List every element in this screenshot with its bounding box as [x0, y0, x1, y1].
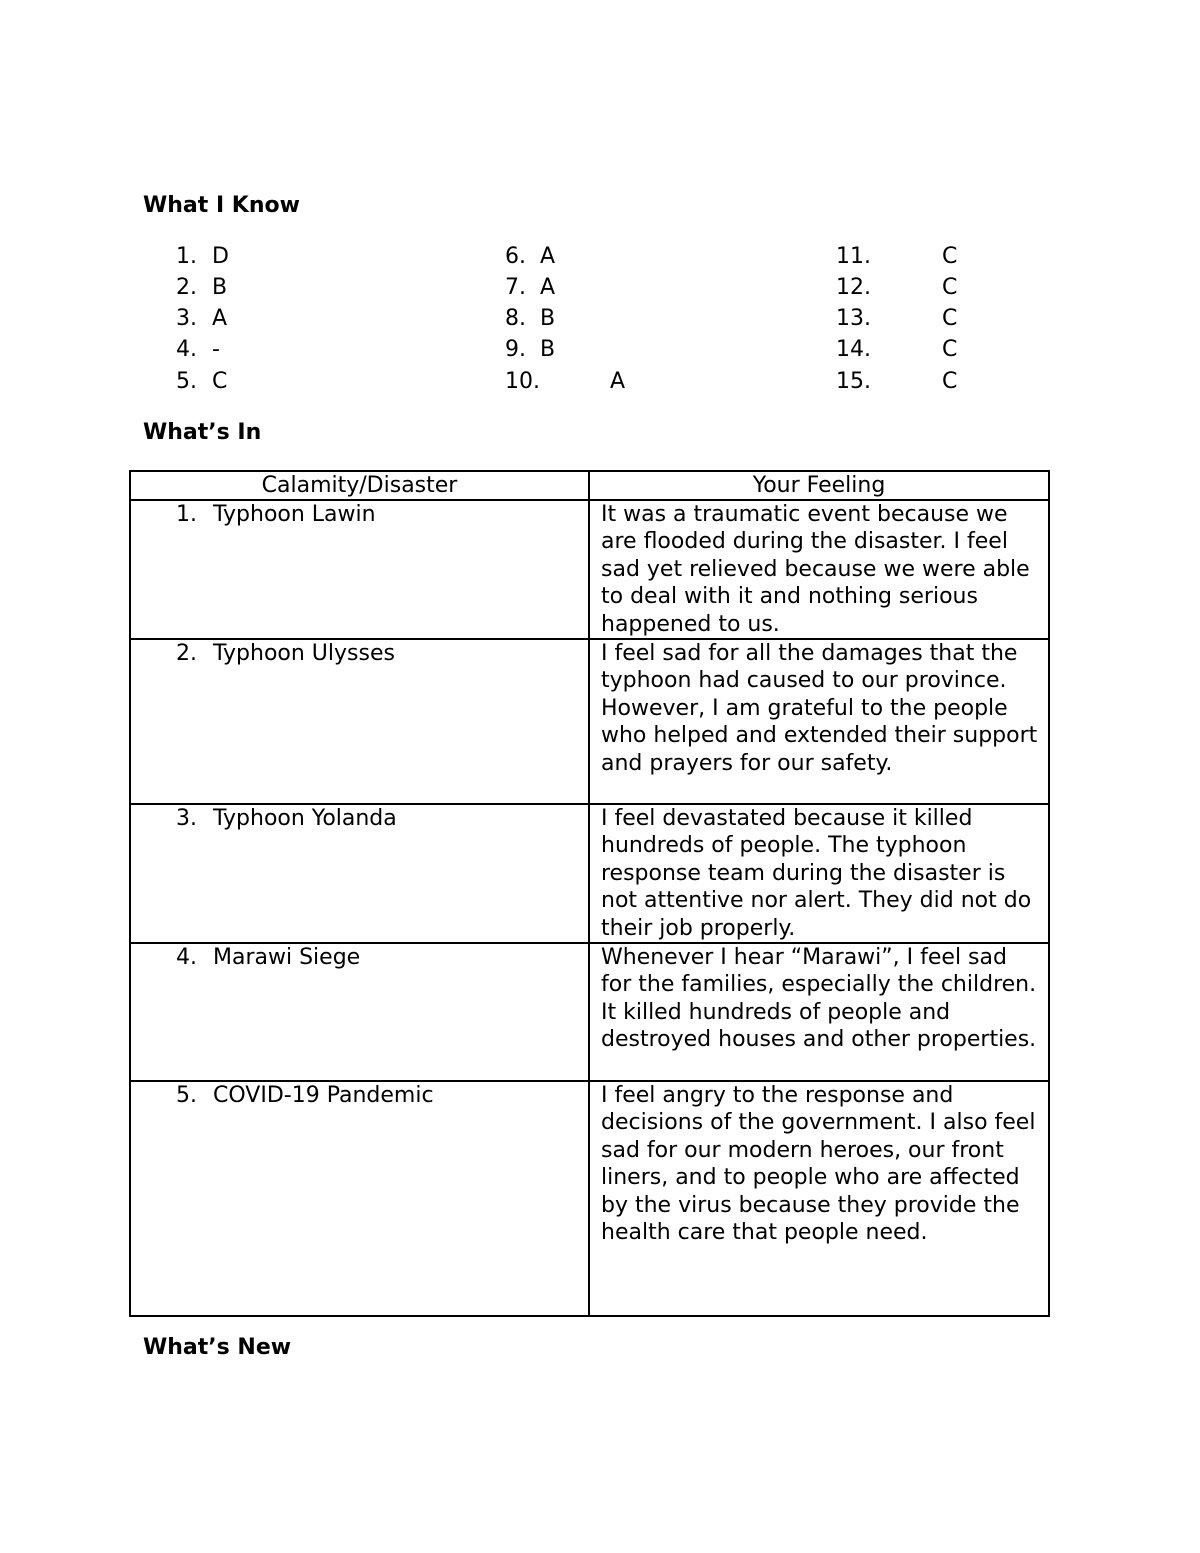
calamity-cell	[130, 1081, 589, 1316]
answer-number: 15.	[836, 369, 871, 394]
answer-number: 10.	[505, 369, 540, 394]
calamity-feeling-table	[129, 470, 1050, 1317]
row-number: 2.	[176, 641, 197, 667]
column-header-calamity: Calamity/Disaster	[130, 471, 589, 500]
calamity-name: Marawi Siege	[213, 945, 361, 971]
answer-number: 12.	[836, 275, 871, 300]
answer-number: 5.	[176, 369, 197, 394]
answer-value: A	[540, 244, 556, 269]
answer-value: A	[212, 306, 228, 331]
row-number: 5.	[176, 1083, 197, 1109]
feeling-cell: It was a traumatic event because we are flooded during the disaster. I feel sad yet relieved because we were able to deal with it and nothing serious happened to us.	[589, 500, 1049, 639]
calamity-name: Typhoon Yolanda	[213, 806, 397, 832]
feeling-cell: I feel sad for all the damages that the typhoon had caused to our province. However, I am grateful to the people who helped and extended their support and prayers for our safety.	[589, 639, 1049, 804]
table-row	[130, 804, 1049, 943]
answer-value: C	[942, 275, 958, 300]
answer-value: C	[942, 369, 958, 394]
calamity-cell	[130, 639, 589, 804]
answer-value: -	[212, 337, 220, 362]
answer-number: 13.	[836, 306, 871, 331]
answer-value: C	[942, 337, 958, 362]
answer-number: 14.	[836, 337, 871, 362]
answer-number: 7.	[505, 275, 526, 300]
feeling-cell: Whenever I hear “Marawi”, I feel sad for the families, especially the children. It killed hundreds of people and destroyed houses and other properties.	[589, 943, 1049, 1081]
calamity-cell	[130, 804, 589, 943]
heading-what-i-know: What I Know	[143, 193, 300, 218]
calamity-name: COVID-19 Pandemic	[213, 1083, 434, 1109]
answer-number: 9.	[505, 337, 526, 362]
answer-value: A	[540, 275, 556, 300]
answer-number: 11.	[836, 244, 871, 269]
answer-value: C	[942, 306, 958, 331]
answer-value: A	[610, 369, 626, 394]
heading-whats-in: What’s In	[143, 420, 262, 445]
table-row	[130, 500, 1049, 639]
answer-value: C	[942, 244, 958, 269]
answer-number: 6.	[505, 244, 526, 269]
calamity-cell	[130, 500, 589, 639]
answer-number: 8.	[505, 306, 526, 331]
answer-number: 3.	[176, 306, 197, 331]
feeling-cell: I feel devastated because it killed hundreds of people. The typhoon response team during the disaster is not attentive nor alert. They did not do their job properly.	[589, 804, 1049, 943]
column-header-feeling: Your Feeling	[589, 471, 1049, 500]
answer-value: B	[212, 275, 228, 300]
row-number: 3.	[176, 806, 197, 832]
answer-value: B	[540, 337, 556, 362]
answer-value: C	[212, 369, 228, 394]
table-row	[130, 943, 1049, 1081]
answer-value: D	[212, 244, 229, 269]
table-header-row	[130, 471, 1049, 500]
row-number: 1.	[176, 502, 197, 527]
table-row	[130, 639, 1049, 804]
table-row	[130, 1081, 1049, 1316]
calamity-name: Typhoon Lawin	[213, 502, 376, 527]
feeling-cell: I feel angry to the response and decisions of the government. I also feel sad for our modern heroes, our front liners, and to people who are affected by the virus because they provide the health care that people need.	[589, 1081, 1049, 1316]
heading-whats-new: What’s New	[143, 1335, 292, 1360]
answer-number: 2.	[176, 275, 197, 300]
row-number: 4.	[176, 945, 197, 971]
answer-number: 1.	[176, 244, 197, 269]
calamity-cell	[130, 943, 589, 1081]
answer-value: B	[540, 306, 556, 331]
calamity-name: Typhoon Ulysses	[213, 641, 395, 667]
answer-number: 4.	[176, 337, 197, 362]
